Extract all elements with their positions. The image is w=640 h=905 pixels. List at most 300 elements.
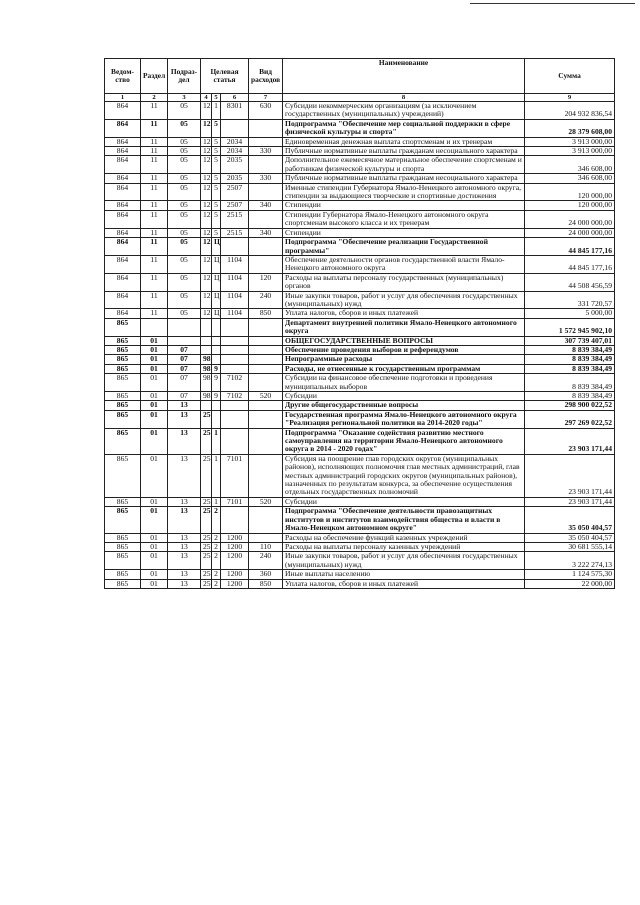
dept-cell: 864 [105, 238, 141, 256]
sum-cell: 8 839 384,49 [525, 355, 615, 364]
table-row [105, 255, 615, 273]
section-cell: 01 [141, 579, 168, 588]
col-number: 7 [249, 94, 283, 102]
subsection-cell: 05 [168, 309, 201, 318]
header-row [105, 59, 615, 94]
col-number: 5 [212, 94, 221, 102]
target-subprogram-cell [212, 318, 221, 336]
name-cell: Государственная программа Ямало-Ненецкого автономного округа "Реализация региональной политики на 2014-2020 годы" [283, 410, 525, 428]
target-program-cell: 12 [201, 238, 212, 256]
budget-table [104, 58, 615, 589]
dept-cell: 865 [105, 401, 141, 410]
target-direction-cell: 2515 [221, 210, 249, 228]
target-subprogram-cell: Ц [212, 255, 221, 273]
target-program-cell: 25 [201, 507, 212, 533]
subsection-cell: 13 [168, 552, 201, 570]
table-row [105, 336, 615, 345]
subsection-cell: 05 [168, 147, 201, 156]
target-program-cell: 25 [201, 428, 212, 454]
exptype-cell [249, 156, 283, 174]
dept-cell: 865 [105, 570, 141, 579]
sum-cell: 8 839 384,49 [525, 374, 615, 392]
target-subprogram-cell: 5 [212, 210, 221, 228]
section-cell: 01 [141, 345, 168, 354]
target-program-cell [201, 336, 212, 345]
exptype-cell: 240 [249, 552, 283, 570]
target-program-cell: 12 [201, 119, 212, 137]
target-program-cell: 12 [201, 201, 212, 210]
target-subprogram-cell [212, 410, 221, 428]
table-row [105, 183, 615, 201]
sum-cell: 23 903 171,44 [525, 497, 615, 506]
target-subprogram-cell [212, 355, 221, 364]
section-cell: 01 [141, 392, 168, 401]
target-subprogram-cell: 5 [212, 156, 221, 174]
target-subprogram-cell: 5 [212, 174, 221, 183]
target-program-cell: 12 [201, 174, 212, 183]
dept-cell: 864 [105, 228, 141, 237]
col-section-header: Раздел [141, 59, 168, 94]
target-subprogram-cell: 1 [212, 102, 221, 120]
sum-cell: 35 050 404,57 [525, 507, 615, 533]
target-subprogram-cell: 9 [212, 364, 221, 373]
subsection-cell: 07 [168, 374, 201, 392]
table-row [105, 291, 615, 309]
target-subprogram-cell: 5 [212, 183, 221, 201]
dept-cell: 864 [105, 183, 141, 201]
exptype-cell [249, 410, 283, 428]
subsection-cell: 05 [168, 137, 201, 146]
subsection-cell [168, 318, 201, 336]
exptype-cell [249, 401, 283, 410]
exptype-cell [249, 119, 283, 137]
exptype-cell [249, 183, 283, 201]
table-row [105, 542, 615, 551]
subsection-cell [168, 336, 201, 345]
section-cell: 01 [141, 542, 168, 551]
name-cell: Другие общегосударственные вопросы [283, 401, 525, 410]
sum-cell: 1 572 945 902,10 [525, 318, 615, 336]
section-cell: 11 [141, 102, 168, 120]
top-rule [470, 3, 635, 4]
dept-cell: 864 [105, 201, 141, 210]
target-subprogram-cell: 2 [212, 579, 221, 588]
name-cell: Субсидии на финансовое обеспечение подготовки и проведения муниципальных выборов [283, 374, 525, 392]
name-cell: Публичные нормативные выплаты гражданам несоциального характера [283, 174, 525, 183]
section-cell [141, 318, 168, 336]
name-cell: Стипендии Губернатора Ямало-Ненецкого автономного округа спортсменам высокого класса и их тренерам [283, 210, 525, 228]
name-cell: Субсидия на поощрение глав городских округов (муниципальных районов), исполняющих полномочия глав местных администраций, глав местных администраций городских округов (муниципальных районов), назначенных по результатам конкурса, за обеспечение осуществления отдельных государственных полномочий [283, 454, 525, 497]
col-name-header: Наименование [283, 59, 525, 94]
target-program-cell: 12 [201, 309, 212, 318]
target-program-cell: 25 [201, 533, 212, 542]
name-cell: Расходы, не отнесенные к государственным программам [283, 364, 525, 373]
exptype-cell: 240 [249, 291, 283, 309]
target-program-cell: 12 [201, 102, 212, 120]
exptype-cell [249, 355, 283, 364]
table-row [105, 497, 615, 506]
sum-cell: 24 000 000,00 [525, 210, 615, 228]
target-subprogram-cell: 5 [212, 228, 221, 237]
dept-cell: 864 [105, 210, 141, 228]
table-row [105, 570, 615, 579]
table-row [105, 401, 615, 410]
section-cell: 01 [141, 374, 168, 392]
col-number: 9 [525, 94, 615, 102]
exptype-cell: 340 [249, 201, 283, 210]
subsection-cell: 05 [168, 210, 201, 228]
target-program-cell: 25 [201, 542, 212, 551]
name-cell: Подпрограмма "Оказание содействия развитию местного самоуправления на территории Ямало-Ненецкого автономного округа в 2014 - 2020 годах" [283, 428, 525, 454]
section-cell: 11 [141, 255, 168, 273]
target-direction-cell [221, 119, 249, 137]
target-subprogram-cell [212, 345, 221, 354]
target-subprogram-cell: 1 [212, 497, 221, 506]
table-row [105, 147, 615, 156]
target-subprogram-cell: 2 [212, 533, 221, 542]
dept-cell: 864 [105, 119, 141, 137]
exptype-cell [249, 336, 283, 345]
section-cell: 11 [141, 309, 168, 318]
target-program-cell: 12 [201, 183, 212, 201]
target-direction-cell: 7101 [221, 497, 249, 506]
exptype-cell [249, 255, 283, 273]
subsection-cell: 07 [168, 364, 201, 373]
dept-cell: 865 [105, 336, 141, 345]
exptype-cell [249, 507, 283, 533]
target-program-cell: 12 [201, 210, 212, 228]
section-cell: 01 [141, 336, 168, 345]
target-direction-cell [221, 428, 249, 454]
target-subprogram-cell: 2 [212, 570, 221, 579]
subsection-cell: 05 [168, 119, 201, 137]
exptype-cell [249, 210, 283, 228]
table-row [105, 273, 615, 291]
target-subprogram-cell: Ц [212, 291, 221, 309]
section-cell: 01 [141, 454, 168, 497]
col-number: 2 [141, 94, 168, 102]
table-row [105, 156, 615, 174]
subsection-cell: 13 [168, 454, 201, 497]
target-program-cell: 25 [201, 410, 212, 428]
section-cell: 01 [141, 533, 168, 542]
dept-cell: 864 [105, 156, 141, 174]
subsection-cell: 13 [168, 533, 201, 542]
name-cell: Дополнительное ежемесячное материальное обеспечение спортсменам и работникам физической культуры и спорта [283, 156, 525, 174]
exptype-cell: 850 [249, 579, 283, 588]
column-number-row [105, 94, 615, 102]
table-row [105, 454, 615, 497]
target-direction-cell: 1200 [221, 579, 249, 588]
name-cell: Непрограммные расходы [283, 355, 525, 364]
target-direction-cell: 1104 [221, 273, 249, 291]
name-cell: ОБЩЕГОСУДАРСТВЕННЫЕ ВОПРОСЫ [283, 336, 525, 345]
target-direction-cell [221, 364, 249, 373]
col-exptype-header: Вид расходов [249, 59, 283, 94]
sum-cell: 44 845 177,16 [525, 255, 615, 273]
target-subprogram-cell: 5 [212, 137, 221, 146]
dept-cell: 865 [105, 507, 141, 533]
target-direction-cell: 1200 [221, 570, 249, 579]
table-row [105, 552, 615, 570]
exptype-cell [249, 318, 283, 336]
sum-cell: 307 739 407,01 [525, 336, 615, 345]
target-subprogram-cell: Ц [212, 273, 221, 291]
subsection-cell: 05 [168, 255, 201, 273]
table-row [105, 309, 615, 318]
target-direction-cell: 2034 [221, 137, 249, 146]
sum-cell: 8 839 384,49 [525, 392, 615, 401]
target-program-cell: 25 [201, 579, 212, 588]
target-direction-cell: 1104 [221, 309, 249, 318]
dept-cell: 865 [105, 579, 141, 588]
dept-cell: 864 [105, 309, 141, 318]
name-cell: Обеспечение деятельности органов государственной власти Ямало-Ненецкого автономного округа [283, 255, 525, 273]
dept-cell: 865 [105, 542, 141, 551]
table-row [105, 533, 615, 542]
sum-cell: 346 608,00 [525, 174, 615, 183]
section-cell: 01 [141, 497, 168, 506]
sum-cell: 5 000,00 [525, 309, 615, 318]
section-cell: 01 [141, 355, 168, 364]
target-direction-cell: 2035 [221, 174, 249, 183]
sum-cell: 3 913 000,00 [525, 147, 615, 156]
subsection-cell: 05 [168, 174, 201, 183]
sum-cell: 30 681 555,14 [525, 542, 615, 551]
target-direction-cell: 1200 [221, 533, 249, 542]
target-subprogram-cell: 9 [212, 374, 221, 392]
table-row [105, 137, 615, 146]
name-cell: Субсидии некоммерческим организациям (за исключением государственных (муниципальных) учреждений) [283, 102, 525, 120]
name-cell: Единовременная денежная выплата спортсменам и их тренерам [283, 137, 525, 146]
sum-cell: 3 913 000,00 [525, 137, 615, 146]
target-direction-cell [221, 410, 249, 428]
subsection-cell: 13 [168, 410, 201, 428]
subsection-cell: 13 [168, 542, 201, 551]
target-direction-cell: 8301 [221, 102, 249, 120]
name-cell: Подпрограмма "Обеспечение деятельности правозащитных институтов и институтов взаимодействия общества и власти в Ямало-Ненецком автономном округе" [283, 507, 525, 533]
target-subprogram-cell: 2 [212, 552, 221, 570]
name-cell: Иные выплаты населению [283, 570, 525, 579]
table-row [105, 392, 615, 401]
table-row [105, 428, 615, 454]
sum-cell: 3 222 274,13 [525, 552, 615, 570]
sum-cell: 120 000,00 [525, 201, 615, 210]
subsection-cell: 05 [168, 156, 201, 174]
sum-cell: 1 124 575,30 [525, 570, 615, 579]
name-cell: Иные закупки товаров, работ и услуг для обеспечения государственных (муниципальных) нужд [283, 552, 525, 570]
target-direction-cell [221, 507, 249, 533]
section-cell: 01 [141, 507, 168, 533]
exptype-cell [249, 374, 283, 392]
target-direction-cell [221, 401, 249, 410]
exptype-cell: 330 [249, 174, 283, 183]
section-cell: 11 [141, 147, 168, 156]
subsection-cell: 13 [168, 428, 201, 454]
target-program-cell: 98 [201, 355, 212, 364]
target-subprogram-cell: 5 [212, 147, 221, 156]
dept-cell: 864 [105, 291, 141, 309]
subsection-cell: 05 [168, 291, 201, 309]
name-cell: Департамент внутренней политики Ямало-Ненецкого автономного округа [283, 318, 525, 336]
section-cell: 01 [141, 428, 168, 454]
table-row [105, 119, 615, 137]
target-program-cell: 25 [201, 570, 212, 579]
target-direction-cell: 1104 [221, 255, 249, 273]
table-row [105, 507, 615, 533]
name-cell: Субсидии [283, 497, 525, 506]
dept-cell: 865 [105, 318, 141, 336]
table-row [105, 345, 615, 354]
target-program-cell: 12 [201, 147, 212, 156]
col-dept-header: Ведом-ство [105, 59, 141, 94]
name-cell: Иные закупки товаров, работ и услуг для обеспечения государственных (муниципальных) нужд [283, 291, 525, 309]
dept-cell: 865 [105, 392, 141, 401]
col-number: 8 [283, 94, 525, 102]
name-cell: Субсидии [283, 392, 525, 401]
section-cell: 01 [141, 552, 168, 570]
sum-cell: 28 379 608,00 [525, 119, 615, 137]
target-program-cell: 12 [201, 273, 212, 291]
subsection-cell: 07 [168, 392, 201, 401]
exptype-cell [249, 345, 283, 354]
target-program-cell: 25 [201, 552, 212, 570]
dept-cell: 865 [105, 345, 141, 354]
table-row [105, 410, 615, 428]
target-direction-cell: 2515 [221, 228, 249, 237]
target-direction-cell [221, 318, 249, 336]
section-cell: 11 [141, 210, 168, 228]
subsection-cell: 05 [168, 102, 201, 120]
target-direction-cell [221, 336, 249, 345]
table-row [105, 210, 615, 228]
name-cell: Подпрограмма "Обеспечение мер социальной поддержки в сфере физической культуры и спорта" [283, 119, 525, 137]
target-program-cell: 98 [201, 364, 212, 373]
subsection-cell: 13 [168, 570, 201, 579]
section-cell: 11 [141, 238, 168, 256]
table-row [105, 579, 615, 588]
target-program-cell [201, 318, 212, 336]
sum-cell: 346 608,00 [525, 156, 615, 174]
exptype-cell: 110 [249, 542, 283, 551]
sum-cell: 44 508 456,59 [525, 273, 615, 291]
sum-cell: 24 000 000,00 [525, 228, 615, 237]
table-row [105, 228, 615, 237]
table-row [105, 102, 615, 120]
sum-cell: 331 720,57 [525, 291, 615, 309]
target-subprogram-cell: 1 [212, 428, 221, 454]
section-cell: 01 [141, 410, 168, 428]
target-direction-cell: 1104 [221, 291, 249, 309]
col-number: 3 [168, 94, 201, 102]
name-cell: Подпрограмма "Обеспечение реализации Государственной программы" [283, 238, 525, 256]
dept-cell: 865 [105, 552, 141, 570]
section-cell: 11 [141, 174, 168, 183]
exptype-cell [249, 454, 283, 497]
target-program-cell: 12 [201, 137, 212, 146]
target-program-cell: 98 [201, 374, 212, 392]
target-subprogram-cell [212, 336, 221, 345]
name-cell: Публичные нормативные выплаты гражданам несоциального характера [283, 147, 525, 156]
section-cell: 11 [141, 156, 168, 174]
dept-cell: 865 [105, 454, 141, 497]
col-target-header: Целевая статья [201, 59, 249, 94]
target-direction-cell: 7102 [221, 374, 249, 392]
section-cell: 11 [141, 228, 168, 237]
target-subprogram-cell: 2 [212, 542, 221, 551]
target-direction-cell: 1200 [221, 542, 249, 551]
target-subprogram-cell [212, 401, 221, 410]
section-cell: 11 [141, 273, 168, 291]
col-number: 4 [201, 94, 212, 102]
subsection-cell: 13 [168, 507, 201, 533]
sum-cell: 35 050 404,57 [525, 533, 615, 542]
sum-cell: 298 900 022,52 [525, 401, 615, 410]
exptype-cell: 520 [249, 497, 283, 506]
name-cell: Расходы на обеспечение функций казенных учреждений [283, 533, 525, 542]
section-cell: 11 [141, 291, 168, 309]
name-cell: Стипендии [283, 201, 525, 210]
table-row [105, 364, 615, 373]
sum-cell: 297 269 022,52 [525, 410, 615, 428]
section-cell: 11 [141, 183, 168, 201]
name-cell: Именные стипендии Губернатора Ямало-Ненецкого автономного округа, стипендии за выдающиеся творческие и спортивные достижения [283, 183, 525, 201]
target-direction-cell: 2034 [221, 147, 249, 156]
target-subprogram-cell: 1 [212, 454, 221, 497]
sum-cell: 22 000,00 [525, 579, 615, 588]
dept-cell: 864 [105, 174, 141, 183]
target-program-cell: 12 [201, 291, 212, 309]
exptype-cell: 520 [249, 392, 283, 401]
target-direction-cell [221, 345, 249, 354]
target-direction-cell: 1200 [221, 552, 249, 570]
name-cell: Уплата налогов, сборов и иных платежей [283, 579, 525, 588]
dept-cell: 865 [105, 364, 141, 373]
table-row [105, 238, 615, 256]
exptype-cell [249, 428, 283, 454]
target-program-cell: 98 [201, 392, 212, 401]
target-subprogram-cell: 5 [212, 119, 221, 137]
target-direction-cell [221, 238, 249, 256]
subsection-cell: 05 [168, 228, 201, 237]
name-cell: Уплата налогов, сборов и иных платежей [283, 309, 525, 318]
target-program-cell: 12 [201, 228, 212, 237]
dept-cell: 864 [105, 255, 141, 273]
section-cell: 11 [141, 201, 168, 210]
exptype-cell [249, 238, 283, 256]
subsection-cell: 07 [168, 345, 201, 354]
col-sum-header: Сумма [525, 59, 615, 94]
col-number: 1 [105, 94, 141, 102]
dept-cell: 865 [105, 497, 141, 506]
section-cell: 01 [141, 570, 168, 579]
target-program-cell: 12 [201, 255, 212, 273]
target-program-cell [201, 345, 212, 354]
target-subprogram-cell: Ц [212, 309, 221, 318]
section-cell: 01 [141, 401, 168, 410]
exptype-cell [249, 533, 283, 542]
subsection-cell: 13 [168, 497, 201, 506]
dept-cell: 864 [105, 137, 141, 146]
sum-cell: 44 845 177,16 [525, 238, 615, 256]
exptype-cell: 340 [249, 228, 283, 237]
sum-cell: 23 903 171,44 [525, 428, 615, 454]
dept-cell: 864 [105, 147, 141, 156]
target-direction-cell [221, 355, 249, 364]
subsection-cell: 05 [168, 273, 201, 291]
col-number: 6 [221, 94, 249, 102]
target-program-cell: 25 [201, 497, 212, 506]
